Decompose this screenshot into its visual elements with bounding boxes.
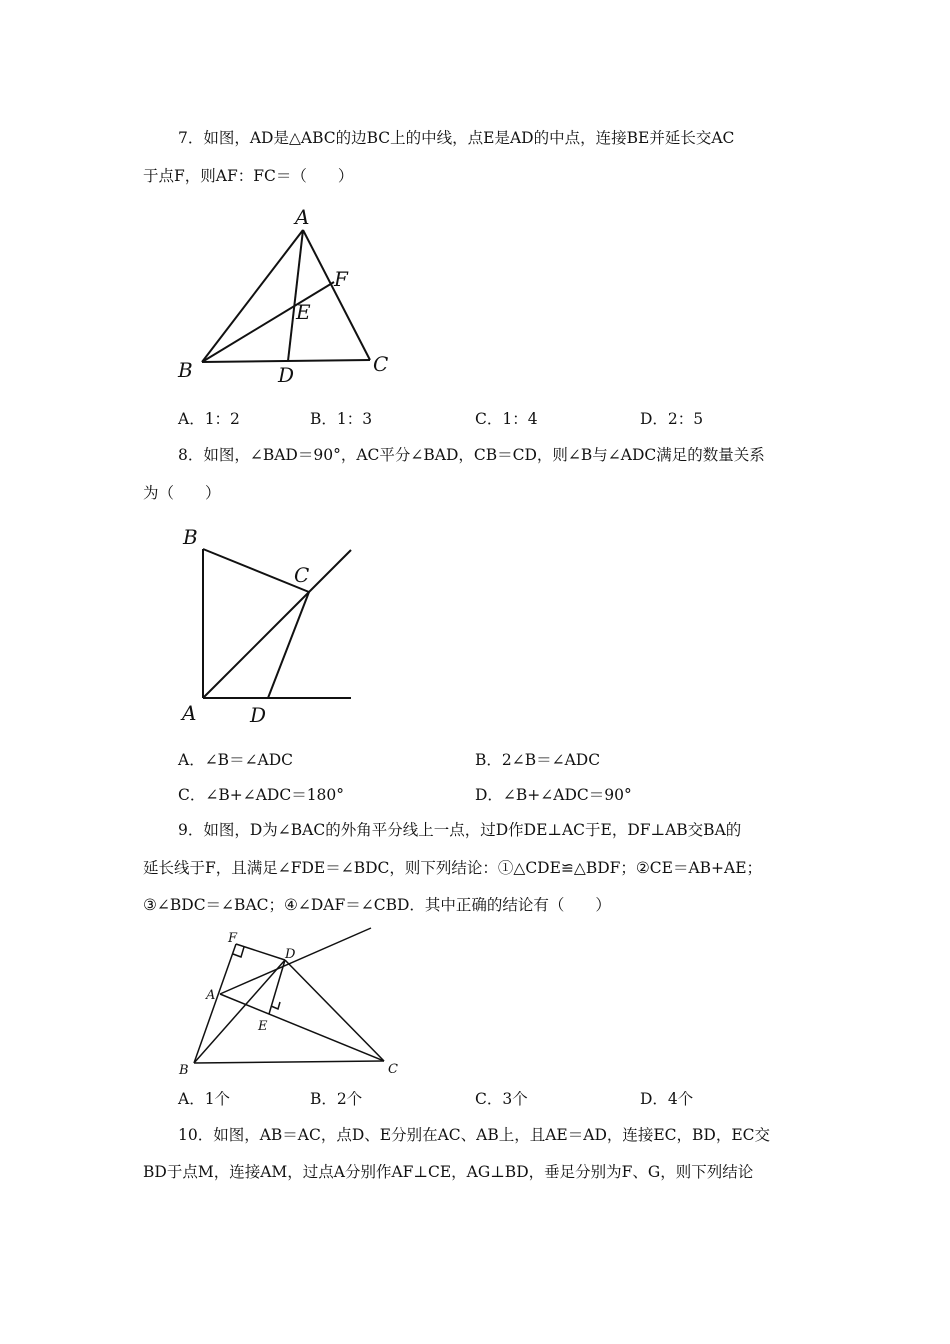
q8-label-d: D [250,703,267,727]
q7-label-f: F [334,267,348,291]
q10-text-line2: BD于点M，连接AM，过点A分别作AF⊥CE，AG⊥BD，垂足分别为F、G，则下列结论 [143,1163,754,1181]
q7-label-b: B [178,358,193,382]
q7-label-e: E [296,300,311,324]
q7-edge-bc [202,360,370,362]
q8-label-a: A [182,701,197,725]
q7-option-a[interactable]: A．1：2 [178,410,240,428]
q8-text-line2: 为（ ） [143,484,221,502]
q8-label-b: B [183,525,198,549]
q8-edge-cd [268,592,309,698]
q7-option-c[interactable]: C．1：4 [475,410,538,428]
q9-text-line2: 延长线于F，且满足∠FDE＝∠BDC，则下列结论：①△CDE≌△BDF；②CE＝AB+AE； [143,859,763,877]
q9-label-e: E [258,1019,268,1034]
q8-option-a[interactable]: A．∠B＝∠ADC [178,751,294,769]
q7-median-ad [288,230,303,361]
q8-option-c[interactable]: C．∠B+∠ADC＝180° [178,786,345,804]
q7-label-a: A [295,205,310,229]
q7-figure [175,205,415,395]
q9-option-d[interactable]: D．4个 [640,1090,694,1108]
q7-label-d: D [278,363,295,387]
q9-text-line1: 9．如图，D为∠BAC的外角平分线上一点，过D作DE⊥AC于E，DF⊥AB交BA的 [178,821,742,839]
q7-text-line2: 于点F，则AF：FC＝（ ） [143,167,354,185]
q8-text-line1: 8．如图，∠BAD＝90°，AC平分∠BAD，CB＝CD，则∠B与∠ADC满足的数量关系 [178,446,765,464]
q9-label-c: C [388,1062,398,1077]
q9-ray-ad [220,928,371,994]
q9-option-b[interactable]: B．2个 [310,1090,363,1108]
q8-figure [178,520,378,730]
q9-label-d: D [285,947,296,962]
q9-line-bf [194,944,236,1063]
q9-line-ac [220,994,384,1061]
q9-text-line3: ③∠BDC＝∠BAC；④∠DAF＝∠CBD．其中正确的结论有（ ） [143,896,611,914]
q9-option-a[interactable]: A．1个 [178,1090,231,1108]
q7-option-b[interactable]: B．1：3 [310,410,373,428]
q8-label-c: C [294,563,310,587]
q9-line-bc [194,1061,384,1063]
q9-line-dc [285,960,384,1061]
q9-label-b: B [179,1063,189,1078]
q7-option-d[interactable]: D．2：5 [640,410,704,428]
q7-segment-bf [202,282,334,362]
q9-figure [175,920,415,1080]
q9-line-bd [194,960,285,1063]
q7-text-line1: 7．如图，AD是△ABC的边BC上的中线，点E是AD的中点，连接BE并延长交AC [178,129,735,147]
q9-line-df [236,944,285,960]
q7-label-c: C [373,352,389,376]
q9-label-f: F [228,931,238,946]
q10-text-line1: 10．如图，AB＝AC，点D、E分别在AC、AB上，且AE＝AD，连接EC，BD，EC交 [178,1126,771,1144]
q8-option-d[interactable]: D．∠B+∠ADC＝90° [475,786,632,804]
q8-option-b[interactable]: B．2∠B＝∠ADC [475,751,601,769]
q7-edge-ab [202,230,303,362]
q9-option-c[interactable]: C．3个 [475,1090,528,1108]
q9-label-a: A [206,988,216,1003]
